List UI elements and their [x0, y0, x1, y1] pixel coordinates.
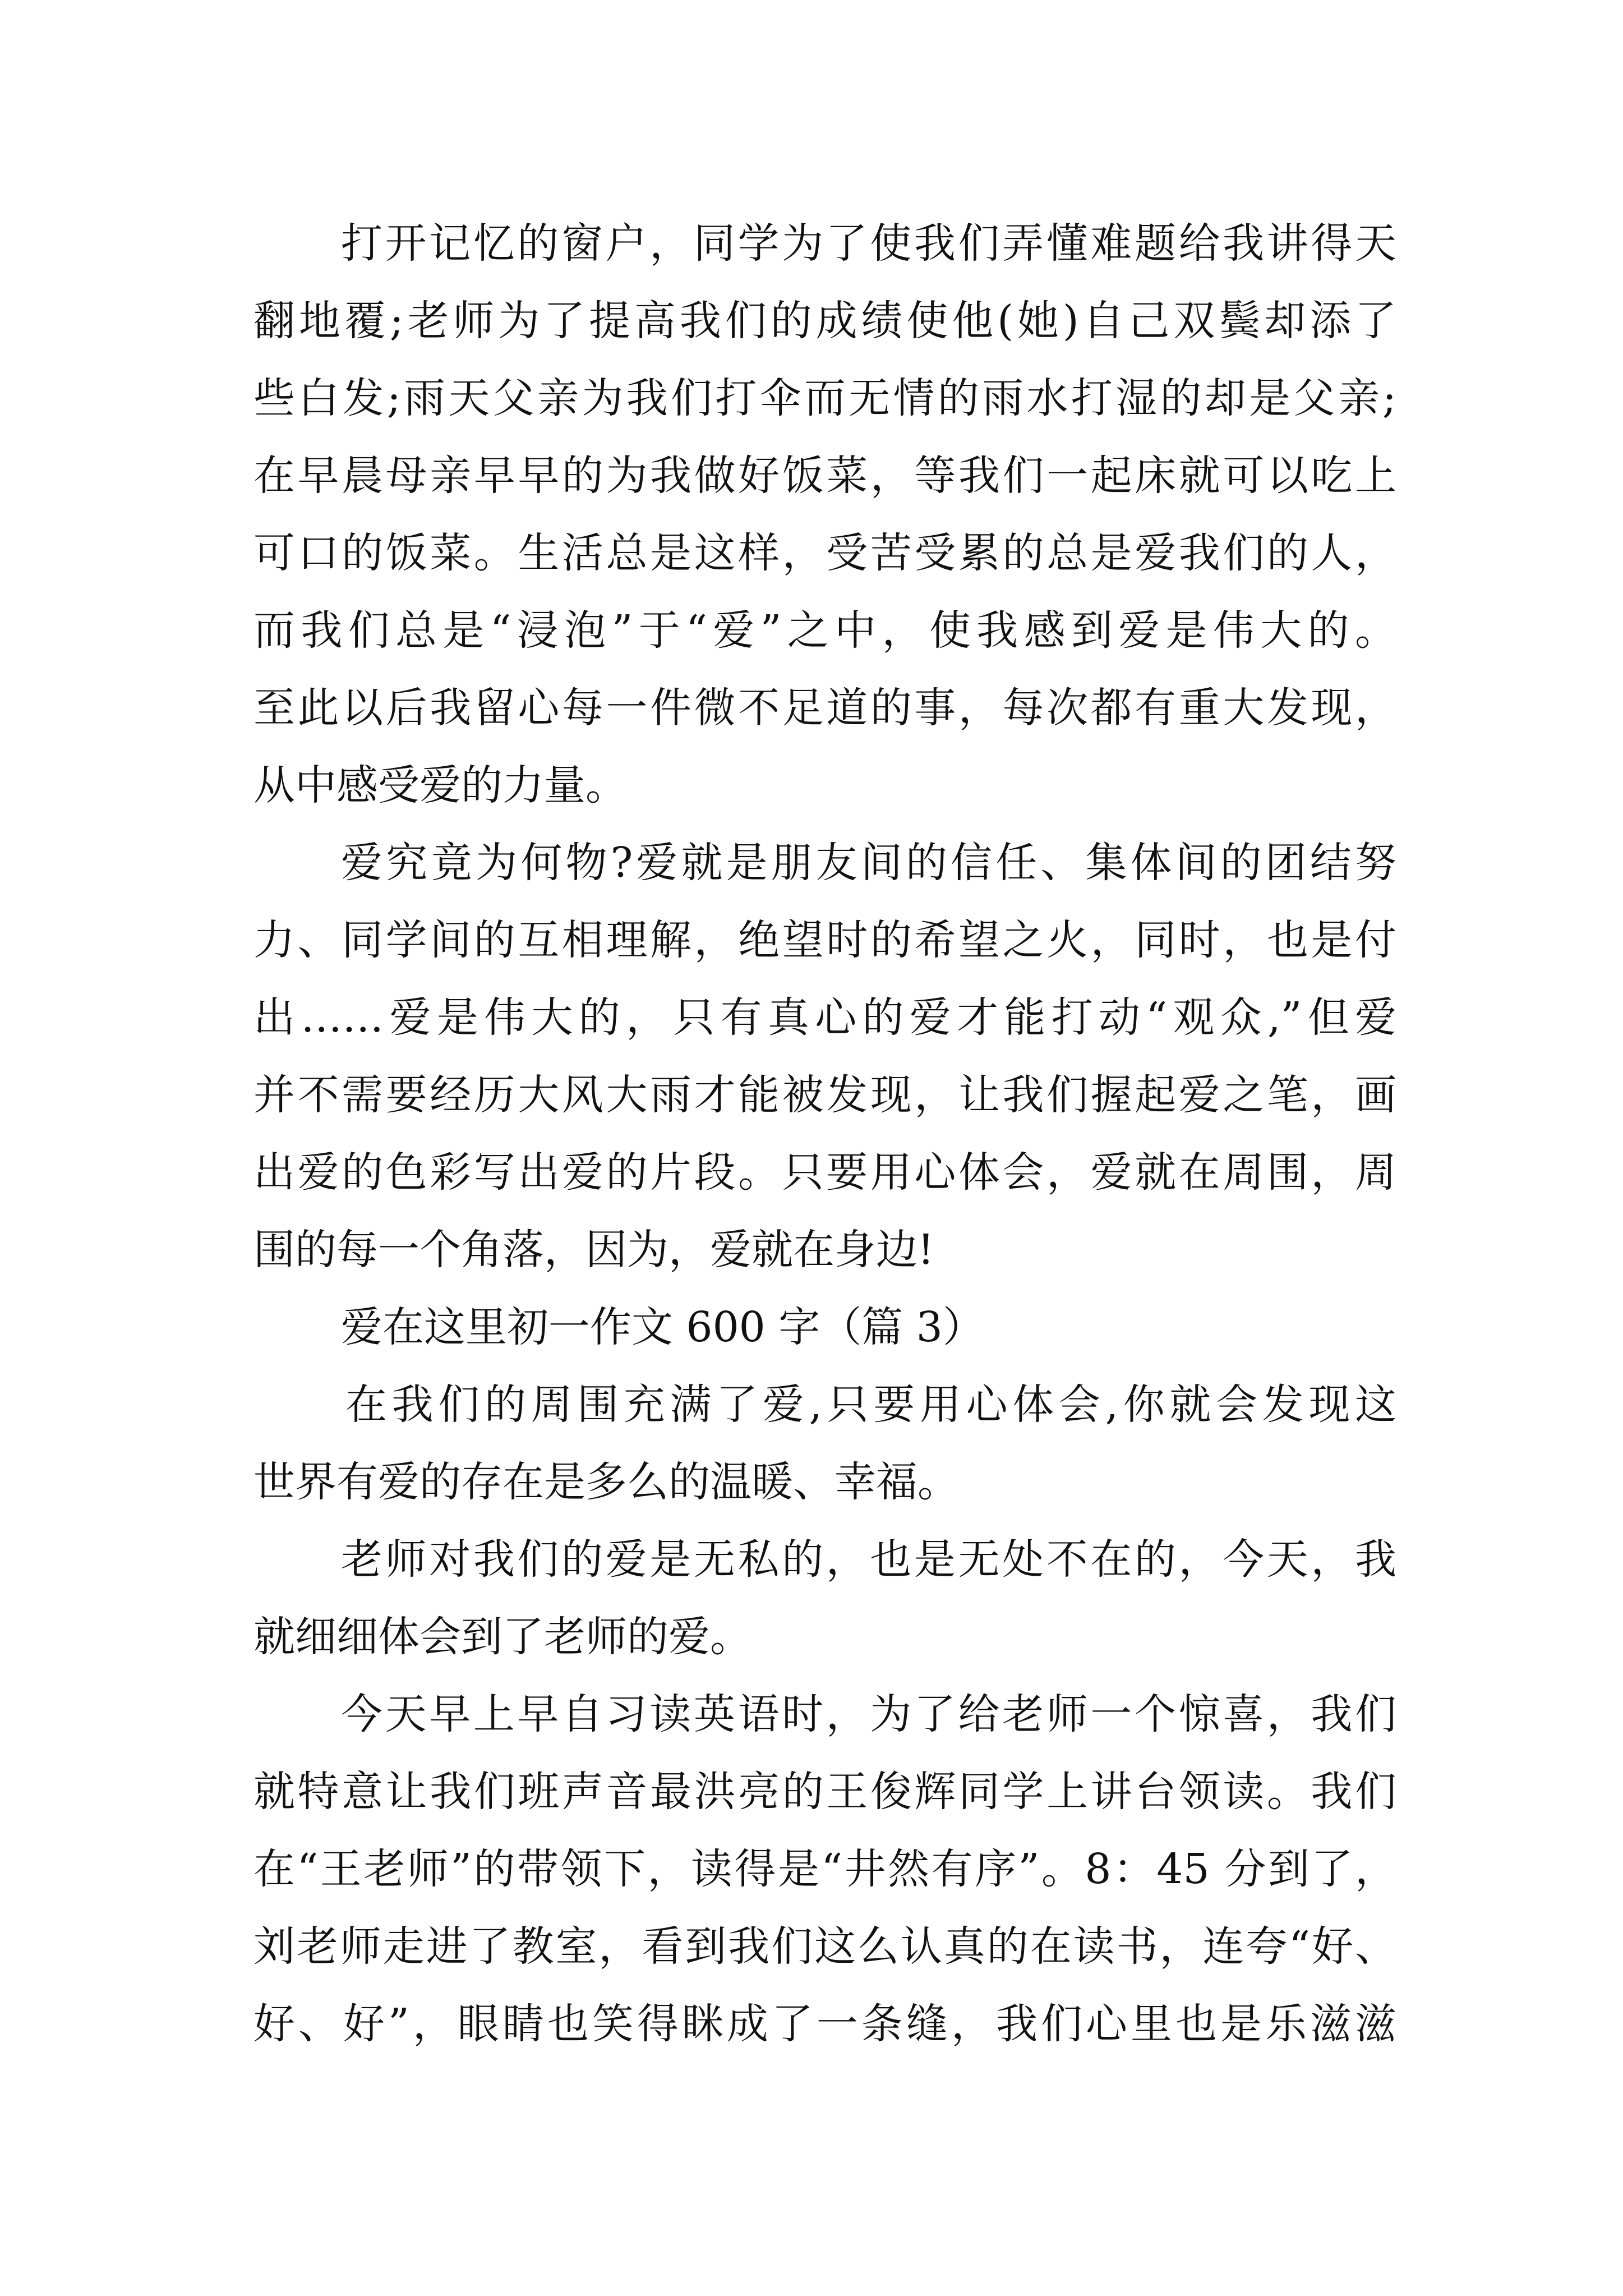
- text-line: 至此以后我留心每一件微不足道的事，每次都有重大发现，: [253, 684, 1396, 732]
- text-line: 打开记忆的窗户，同学为了使我们弄懂难题给我讲得天: [341, 219, 1396, 268]
- paragraph: [253, 1676, 1396, 2063]
- text-line: 世界有爱的存在是多么的温暖、幸福。: [253, 1458, 959, 1506]
- text-line: 今天早上早自习读英语时，为了给老师一个惊喜，我们: [341, 1690, 1396, 1738]
- text-line: 出……爱是伟大的，只有真心的爱才能打动“观众,”但爱: [253, 993, 1396, 1042]
- section-heading: 爱在这里初一作文 600 字（篇 3）: [341, 1303, 984, 1351]
- document-body: [253, 205, 1396, 2063]
- text-line: 老师对我们的爱是无私的，也是无处不在的，今天，我: [341, 1535, 1396, 1584]
- text-line: 在“王老师”的带领下，读得是“井然有序”。8：45 分到了，: [253, 1845, 1396, 1893]
- paragraph: [253, 205, 1396, 824]
- text-line: 爱究竟为何物?爱就是朋友间的信任、集体间的团结努: [341, 839, 1396, 887]
- text-line: 好、好”，眼睛也笑得眯成了一条缝，我们心里也是乐滋滋: [253, 2000, 1396, 2048]
- text-line: 可口的饭菜。生活总是这样，受苦受累的总是爱我们的人，: [253, 529, 1396, 577]
- text-line: 翻地覆;老师为了提高我们的成绩使他(她)自己双鬓却添了: [253, 297, 1396, 345]
- paragraph: [253, 824, 1396, 1289]
- paragraph: [253, 1521, 1396, 1676]
- text-line: 些白发;雨天父亲为我们打伞而无情的雨水打湿的却是父亲;: [253, 374, 1396, 422]
- text-line: 就特意让我们班声音最洪亮的王俊辉同学上讲台领读。我们: [253, 1768, 1396, 1816]
- text-line: 在我们的周围充满了爱,只要用心体会,你就会发现这: [345, 1381, 1396, 1429]
- text-line: 出爱的色彩写出爱的片段。只要用心体会，爱就在周围，周: [253, 1148, 1396, 1197]
- text-line: 就细细体会到了老师的爱。: [253, 1613, 751, 1661]
- paragraph: [253, 1366, 1396, 1521]
- text-line: 而我们总是“浸泡”于“爱”之中，使我感到爱是伟大的。: [253, 606, 1396, 655]
- text-line: 围的每一个角落，因为，爱就在身边!: [253, 1226, 934, 1274]
- text-line: 力、同学间的互相理解，绝望时的希望之火，同时，也是付: [253, 916, 1396, 964]
- text-line: 刘老师走进了教室，看到我们这么认真的在读书，连夸“好、: [253, 1922, 1396, 1971]
- text-line: 在早晨母亲早早的为我做好饭菜，等我们一起床就可以吃上: [253, 452, 1396, 500]
- text-line: 并不需要经历大风大雨才能被发现，让我们握起爱之笔，画: [253, 1071, 1396, 1119]
- text-line: 从中感受爱的力量。: [253, 761, 627, 809]
